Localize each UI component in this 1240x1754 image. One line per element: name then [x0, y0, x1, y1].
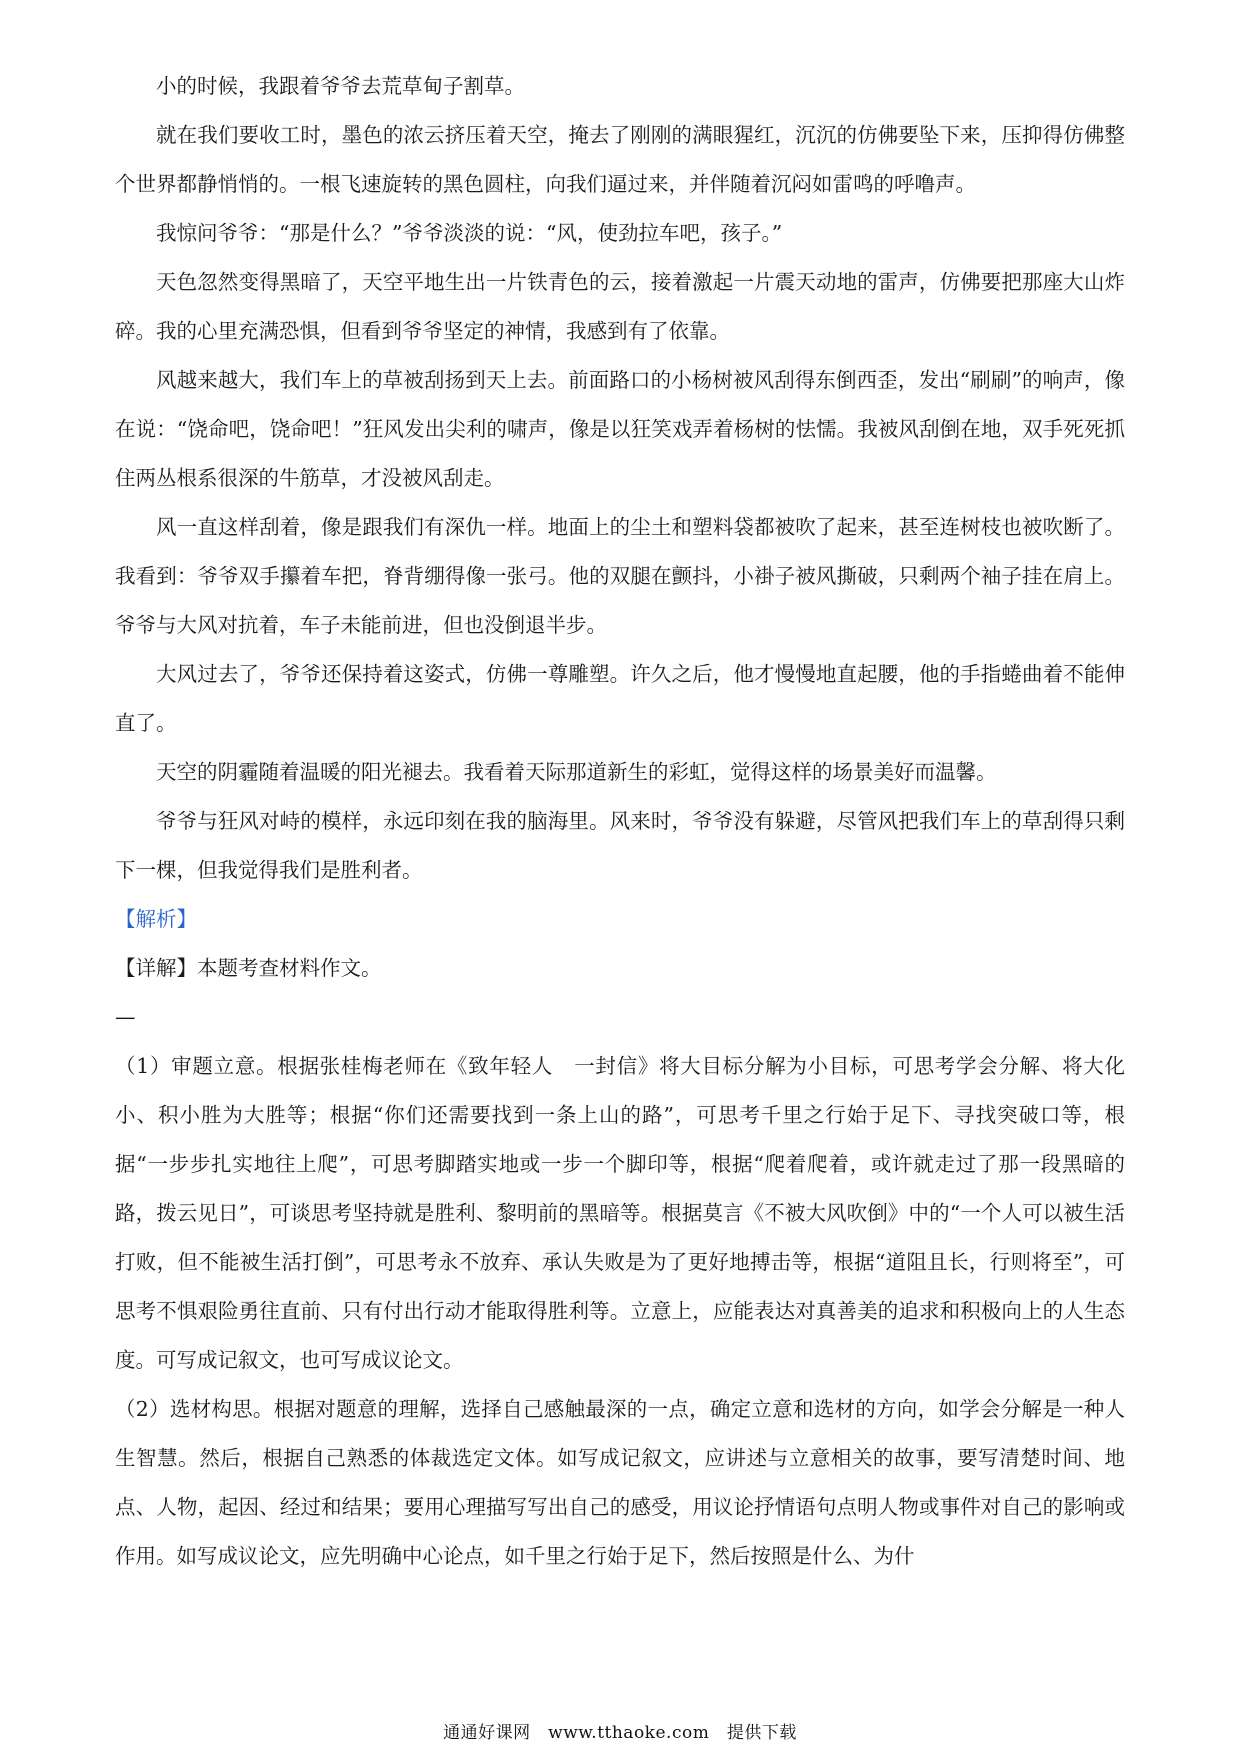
analysis-detail: 【详解】本题考查材料作文。: [115, 956, 382, 980]
essay-paragraph: 风一直这样刮着，像是跟我们有深仇一样。地面上的尘土和塑料袋都被吹了起来，甚至连树枝也被吹断了。我看到：爷爷双手攥着车把，脊背绷得像一张弓。他的双腿在颤抖，小褂子被风撕破，只剩两个袖子挂在肩上。爷爷与大风对抗着，车子未能前进，但也没倒退半步。: [115, 515, 1125, 637]
essay-paragraph: 天色忽然变得黑暗了，天空平地生出一片铁青色的云，接着激起一片震天动地的雷声，仿佛要把那座大山炸碎。我的心里充满恐惧，但看到爷爷坚定的神情，我感到有了依靠。: [115, 270, 1125, 343]
essay-paragraph: 天空的阴霾随着温暖的阳光褪去。我看着天际那道新生的彩虹，觉得这样的场景美好而温馨。: [156, 760, 997, 784]
separator-dash: —: [115, 1005, 136, 1029]
essay-paragraph: 就在我们要收工时，墨色的浓云挤压着天空，掩去了刚刚的满眼猩红，沉沉的仿佛要坠下来，压抑得仿佛整个世界都静悄悄的。一根飞速旋转的黑色圆柱，向我们逼过来，并伴随着沉闷如雷鸣的呼噜声。: [115, 123, 1125, 196]
page-footer: 通通好课网 www.tthaoke.com 提供下载: [443, 1723, 797, 1743]
analysis-heading: 【解析】: [115, 907, 197, 931]
essay-paragraph: 风越来越大，我们车上的草被刮扬到天上去。前面路口的小杨树被风刮得东倒西歪，发出“刷刷”的响声，像在说：“饶命吧，饶命吧！”狂风发出尖利的啸声，像是以狂笑戏弄着杨树的怯懦。我被风刮倒在地，双手死死抓住两丛根系很深的牛筋草，才没被风刮走。: [115, 368, 1125, 490]
page-content: [115, 62, 1125, 1581]
analysis-point: （1）审题立意。根据张桂梅老师在《致年轻人 一封信》将大目标分解为小目标，可思考学会分解、将大化小、积小胜为大胜等；根据“你们还需要找到一条上山的路”，可思考千里之行始于足下、寻找突破口等，根据“一步步扎实地往上爬”，可思考脚踏实地或一步一个脚印等，根据“爬着爬着，或许就走过了那一段黑暗的路，拨云见日”，可谈思考坚持就是胜利、黎明前的黑暗等。根据莫言《不被大风吹倒》中的“一个人可以被生活打败，但不能被生活打倒”，可思考永不放弃、承认失败是为了更好地搏击等，根据“道阻且长，行则将至”，可思考不惧艰险勇往直前、只有付出行动才能取得胜利等。立意上，应能表达对真善美的追求和积极向上的人生态度。可写成记叙文，也可写成议论文。: [115, 1054, 1125, 1372]
essay-paragraph: 爷爷与狂风对峙的模样，永远印刻在我的脑海里。风来时，爷爷没有躲避，尽管风把我们车上的草刮得只剩下一棵，但我觉得我们是胜利者。: [115, 809, 1125, 882]
essay-paragraph: 我惊问爷爷：“那是什么？”爷爷淡淡的说：“风，使劲拉车吧，孩子。”: [156, 221, 783, 245]
essay-paragraph: 小的时候，我跟着爷爷去荒草甸子割草。: [156, 74, 525, 98]
essay-paragraph: 大风过去了，爷爷还保持着这姿式，仿佛一尊雕塑。许久之后，他才慢慢地直起腰，他的手指蜷曲着不能伸直了。: [115, 662, 1125, 735]
analysis-point: （2）选材构思。根据对题意的理解，选择自己感触最深的一点，确定立意和选材的方向，如学会分解是一种人生智慧。然后，根据自己熟悉的体裁选定文体。如写成记叙文，应讲述与立意相关的故事，要写清楚时间、地点、人物，起因、经过和结果；要用心理描写写出自己的感受，用议论抒情语句点明人物或事件对自己的影响或作用。如写成议论文，应先明确中心论点，如千里之行始于足下，然后按照是什么、为什: [115, 1397, 1125, 1568]
